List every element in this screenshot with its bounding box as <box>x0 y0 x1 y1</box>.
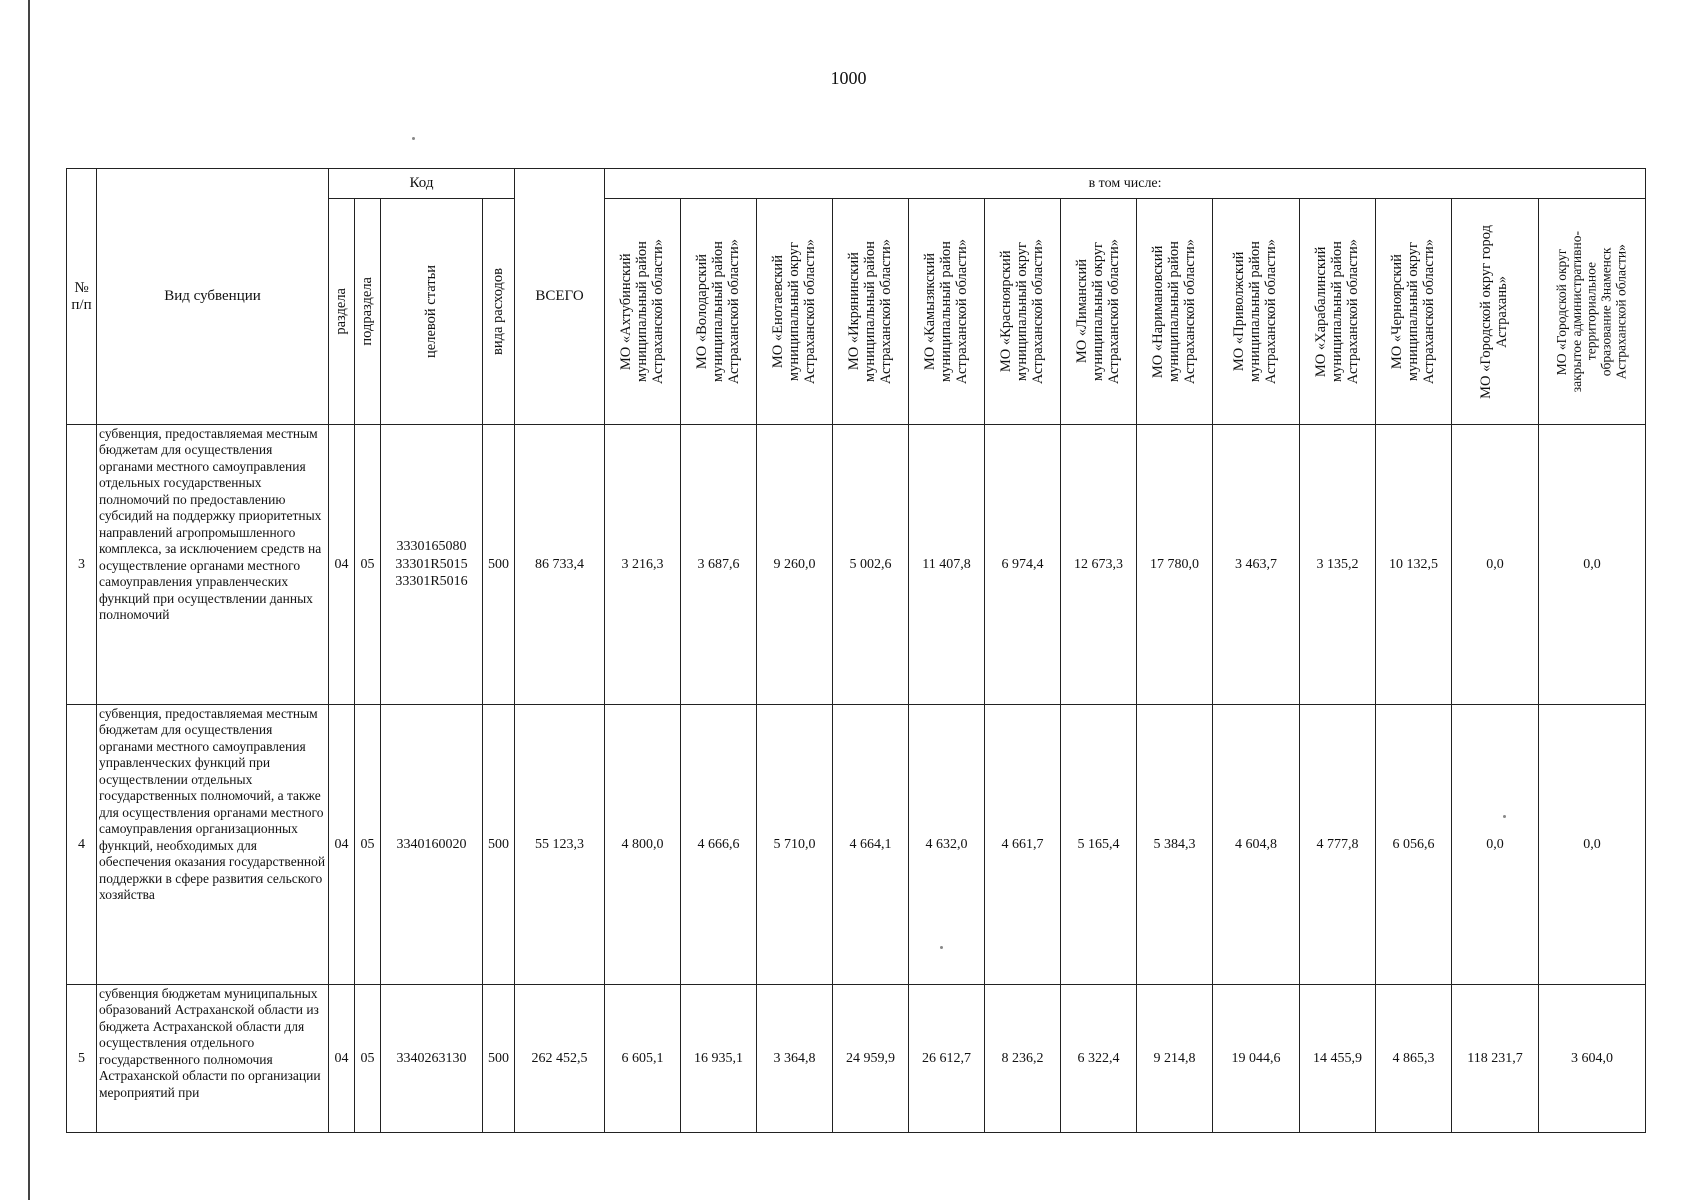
row-target: 3340160020 <box>381 705 483 985</box>
row-value: 8 236,2 <box>985 985 1061 1133</box>
header-municipality: МО «Лиманский муниципальный округ Астраханской области» <box>1061 199 1137 425</box>
row-section: 04 <box>329 985 355 1133</box>
row-value: 3 604,0 <box>1539 985 1646 1133</box>
scan-speck <box>412 137 415 140</box>
row-value: 19 044,6 <box>1213 985 1300 1133</box>
row-description: субвенция бюджетам муниципальных образований Астраханской области из бюджета Астраханской области для осуществления отдельного государственного полномочия Астраханской области по организации мероприятий при <box>97 985 329 1133</box>
row-value: 6 605,1 <box>605 985 681 1133</box>
row-value: 0,0 <box>1452 425 1539 705</box>
row-num: 3 <box>67 425 97 705</box>
subvention-table <box>66 168 1646 1133</box>
header-code-group: Код <box>329 169 515 199</box>
row-subsection: 05 <box>355 425 381 705</box>
row-value: 12 673,3 <box>1061 425 1137 705</box>
table-row <box>67 985 1646 1133</box>
row-value: 4 666,6 <box>681 705 757 985</box>
left-margin-line <box>28 0 30 1200</box>
header-municipality: МО «Красноярский муниципальный округ Астраханской области» <box>985 199 1061 425</box>
header-municipality: МО «Ахтубинский муниципальный район Астраханской области» <box>605 199 681 425</box>
row-value: 11 407,8 <box>909 425 985 705</box>
row-value: 5 165,4 <box>1061 705 1137 985</box>
row-num: 4 <box>67 705 97 985</box>
row-value: 4 865,3 <box>1376 985 1452 1133</box>
row-value: 0,0 <box>1452 705 1539 985</box>
row-value: 5 384,3 <box>1137 705 1213 985</box>
row-value: 0,0 <box>1539 705 1646 985</box>
header-code-subsection: подраздела <box>355 199 381 425</box>
table-row <box>67 705 1646 985</box>
row-value: 0,0 <box>1539 425 1646 705</box>
row-expense-type: 500 <box>483 705 515 985</box>
header-municipality: МО «Володарский муниципальный район Астраханской области» <box>681 199 757 425</box>
header-code-target: целевой статьи <box>381 199 483 425</box>
row-description: субвенция, предоставляемая местным бюджетам для осуществления органами местного самоуправления управленческих функций при осуществлении отдельных государственных полномочий, а также для осуществления органами местного самоуправления организационных функций, необходимых для обеспечения оказания государственной поддержки в сфере развития сельского хозяйства <box>97 705 329 985</box>
row-value: 4 664,1 <box>833 705 909 985</box>
table-row <box>67 425 1646 705</box>
row-value: 5 710,0 <box>757 705 833 985</box>
row-value: 17 780,0 <box>1137 425 1213 705</box>
header-municipality: МО «Камызякский муниципальный район Астраханской области» <box>909 199 985 425</box>
row-description: субвенция, предоставляемая местным бюджетам для осуществления органами местного самоуправления отдельных государственных полномочий по предоставлению субсидий на поддержку приоритетных направлений агропромышленного комплекса, за исключением средств на осуществление органами местного самоуправления управленческих функций при осуществлении данных полномочий <box>97 425 329 705</box>
row-value: 4 604,8 <box>1213 705 1300 985</box>
page-number: 1000 <box>830 68 867 88</box>
row-total: 86 733,4 <box>515 425 605 705</box>
row-expense-type: 500 <box>483 985 515 1133</box>
row-section: 04 <box>329 705 355 985</box>
row-value: 5 002,6 <box>833 425 909 705</box>
row-value: 10 132,5 <box>1376 425 1452 705</box>
row-value: 6 322,4 <box>1061 985 1137 1133</box>
header-municipality: МО «Икрянинский муниципальный район Астраханской области» <box>833 199 909 425</box>
row-num: 5 <box>67 985 97 1133</box>
row-section: 04 <box>329 425 355 705</box>
row-value: 3 687,6 <box>681 425 757 705</box>
row-value: 24 959,9 <box>833 985 909 1133</box>
header-code-section: раздела <box>329 199 355 425</box>
row-value: 3 216,3 <box>605 425 681 705</box>
header-municipality: МО «Харабалинский муниципальный район Астраханской области» <box>1300 199 1376 425</box>
row-value: 6 056,6 <box>1376 705 1452 985</box>
header-municipality: МО «Наримановский муниципальный район Астраханской области» <box>1137 199 1213 425</box>
row-value: 3 135,2 <box>1300 425 1376 705</box>
row-value: 6 974,4 <box>985 425 1061 705</box>
row-value: 16 935,1 <box>681 985 757 1133</box>
header-municipality: МО «Енотаевский муниципальный округ Астраханской области» <box>757 199 833 425</box>
header-code-expense-type: вида расходов <box>483 199 515 425</box>
row-value: 9 260,0 <box>757 425 833 705</box>
row-target: 3330165080 33301R5015 33301R5016 <box>381 425 483 705</box>
row-value: 4 661,7 <box>985 705 1061 985</box>
row-value: 9 214,8 <box>1137 985 1213 1133</box>
header-municipality: МО «Городской округ город Астрахань» <box>1452 199 1539 425</box>
header-total: ВСЕГО <box>515 169 605 425</box>
row-value: 4 632,0 <box>909 705 985 985</box>
row-value: 14 455,9 <box>1300 985 1376 1133</box>
row-value: 118 231,7 <box>1452 985 1539 1133</box>
row-subsection: 05 <box>355 705 381 985</box>
header-num: № п/п <box>67 169 97 425</box>
row-subsection: 05 <box>355 985 381 1133</box>
row-value: 26 612,7 <box>909 985 985 1133</box>
row-expense-type: 500 <box>483 425 515 705</box>
row-total: 55 123,3 <box>515 705 605 985</box>
header-municipality: МО «Черноярский муниципальный округ Астраханской области» <box>1376 199 1452 425</box>
row-value: 3 364,8 <box>757 985 833 1133</box>
row-value: 4 800,0 <box>605 705 681 985</box>
header-type: Вид субвенции <box>97 169 329 425</box>
row-value: 3 463,7 <box>1213 425 1300 705</box>
row-target: 3340263130 <box>381 985 483 1133</box>
header-municipality: МО «Городской округ закрытое административно- территориальное образование Знаменск Астраханской области» <box>1539 199 1646 425</box>
header-municipality: МО «Приволжский муниципальный район Астраханской области» <box>1213 199 1300 425</box>
row-value: 4 777,8 <box>1300 705 1376 985</box>
row-total: 262 452,5 <box>515 985 605 1133</box>
header-including: в том числе: <box>605 169 1646 199</box>
